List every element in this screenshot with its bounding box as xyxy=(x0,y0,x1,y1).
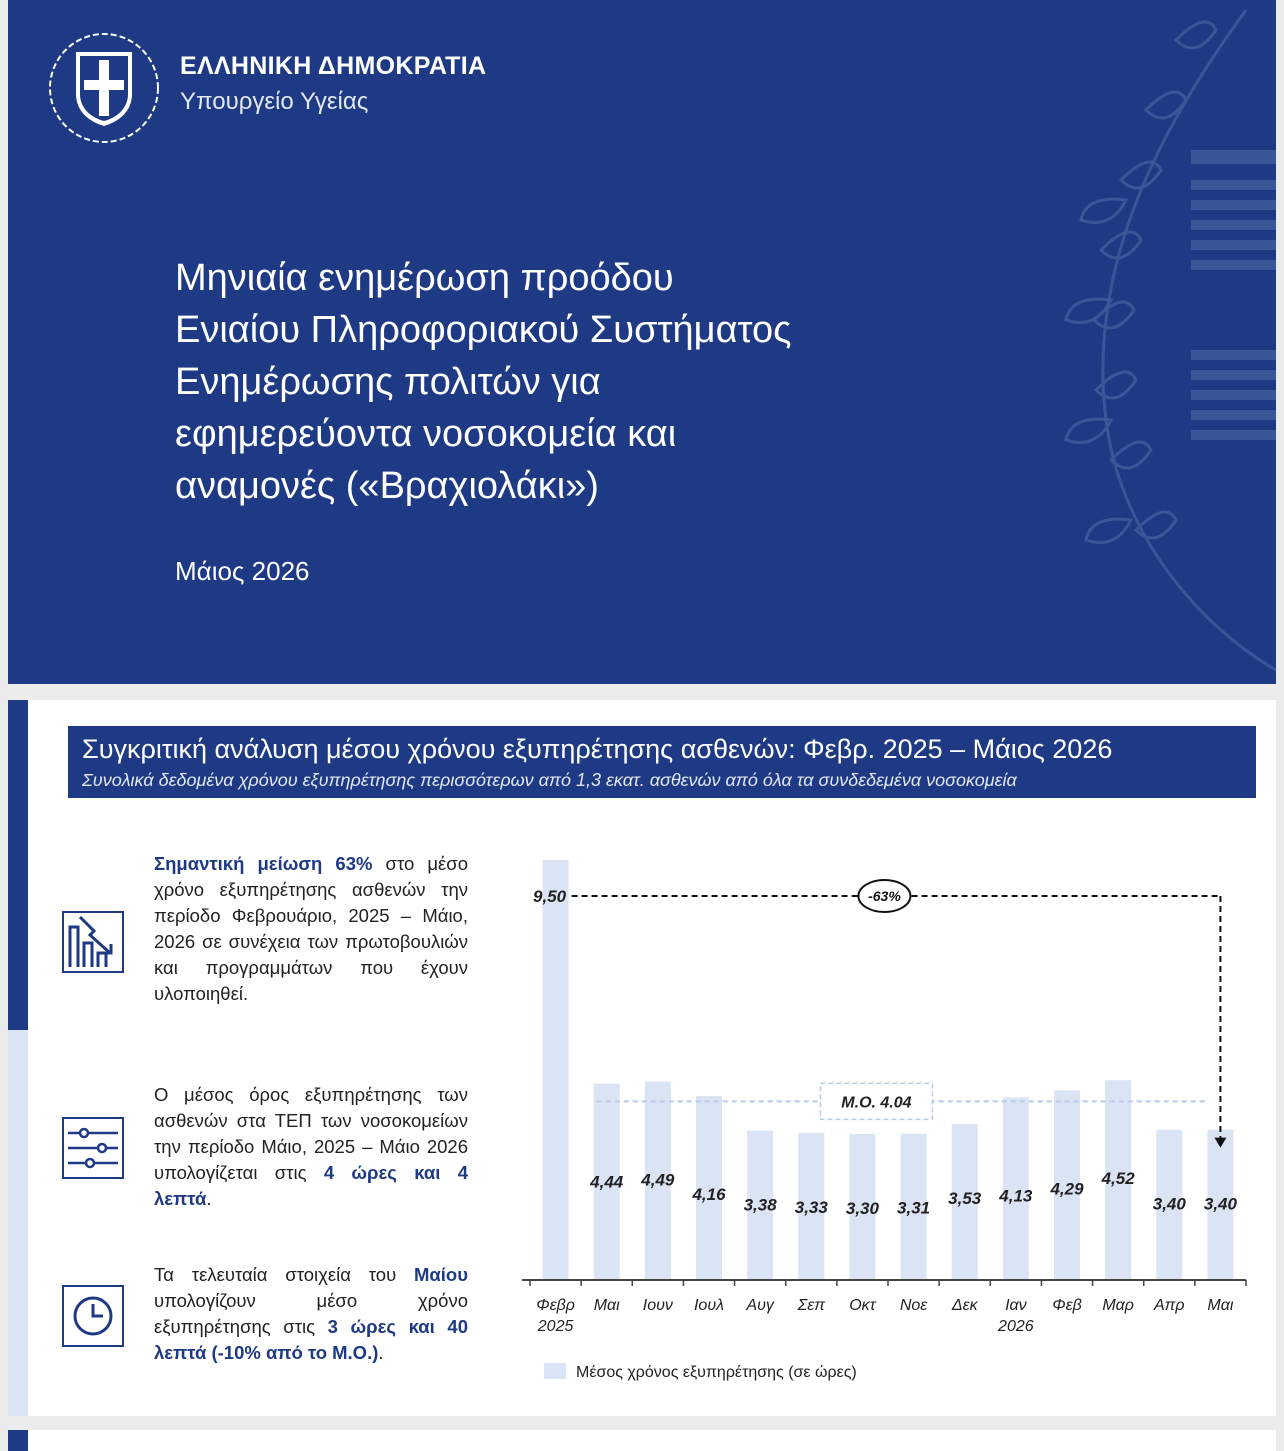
accent-bar xyxy=(8,1430,28,1451)
data-label: 4,49 xyxy=(641,1170,675,1190)
insight-latest-text-2: υπολογίζουν μέσο χρόνο εξυπηρέτησης στις xyxy=(154,1290,468,1337)
x-tick-label: Φεβ xyxy=(1052,1297,1082,1314)
x-tick-label: Μαι xyxy=(593,1297,620,1314)
highlight-latest: 3 ώρες και 40 λεπτά (-10% από το Μ.Ο.) xyxy=(154,1316,468,1363)
data-label: 4,52 xyxy=(1101,1169,1135,1189)
x-tick-label: Ιουν xyxy=(642,1297,673,1314)
highlight-month: Μαίου xyxy=(414,1264,468,1285)
data-label: 3,40 xyxy=(1203,1194,1237,1214)
service-time-chart xyxy=(508,838,1248,1408)
average-label: Μ.Ο. 4.04 xyxy=(841,1094,912,1112)
x-tick-label: Νοε xyxy=(899,1297,928,1314)
insight-latest-text: Τα τελευταία στοιχεία του xyxy=(154,1264,414,1285)
section-subtitle: Συνολικά δεδομένα χρόνου εξυπηρέτησης περισσότερων από 1,3 εκατ. ασθενών από όλα τα συνδεδεμένα νοσοκομεία xyxy=(82,770,1017,790)
x-tick-label: Μαρ xyxy=(1102,1297,1134,1314)
highlight-average: 4 ώρες και 4 λεπτά xyxy=(154,1162,469,1209)
highlight-reduction: Σημαντική μείωση 63% xyxy=(154,853,373,874)
analysis-slide xyxy=(8,700,1276,1416)
x-tick-label: Ιουλ xyxy=(693,1297,725,1314)
x-tick-label: Αυγ xyxy=(746,1297,774,1314)
x-tick-label: Σεπ xyxy=(797,1297,825,1314)
chart-bar xyxy=(543,860,569,1280)
republic-name: ΕΛΛΗΝΙΚΗ ΔΗΜΟΚΡΑΤΙΑ xyxy=(180,52,487,80)
next-slide xyxy=(8,1430,1276,1451)
x-tick-label: Ιαν xyxy=(1005,1297,1027,1314)
settings-sliders-icon xyxy=(62,1117,124,1179)
data-label: 3,30 xyxy=(845,1199,879,1219)
x-tick-label: Μαι xyxy=(1207,1297,1234,1314)
x-tick-label: Οκτ xyxy=(849,1297,876,1314)
insight-latest xyxy=(154,1262,468,1366)
accent-bar xyxy=(8,700,28,1030)
ministry-name: Υπουργείο Υγείας xyxy=(180,88,369,115)
accent-bar-light xyxy=(8,1030,28,1416)
data-label: 3,53 xyxy=(948,1188,982,1208)
insight-reduction xyxy=(154,851,468,1007)
data-label: 4,29 xyxy=(1050,1179,1084,1199)
data-label: 4,13 xyxy=(999,1186,1033,1206)
data-label: 3,33 xyxy=(794,1197,828,1217)
data-label: 4,44 xyxy=(590,1172,624,1192)
insight-average-text: Ο μέσος όρος εξυπηρέτησης των ασθενών στα ΤΕΠ των νοσοκομείων την περίοδο Μάιο, 2025 – Μάιο 2026 υπολογίζεται στις xyxy=(154,1084,468,1183)
legend-label: Μέσος χρόνος εξυπηρέτησης (σε ώρες) xyxy=(576,1364,857,1381)
x-tick-label: 2026 xyxy=(998,1318,1034,1335)
olive-wreath-watermark-icon xyxy=(916,0,1276,684)
x-tick-label: Απρ xyxy=(1154,1297,1185,1314)
x-tick-label: Δεκ xyxy=(951,1297,978,1314)
data-label: 3,31 xyxy=(897,1198,931,1218)
data-label: 3,40 xyxy=(1152,1194,1186,1214)
section-title: Συγκριτική ανάλυση μέσου χρόνου εξυπηρέτησης ασθενών: Φεβρ. 2025 – Μάιος 2026 xyxy=(82,734,1113,764)
x-tick-label: 2025 xyxy=(537,1318,574,1335)
clock-icon xyxy=(62,1285,124,1347)
insight-average-end: . xyxy=(206,1188,212,1209)
section-header xyxy=(68,726,1256,798)
greek-coat-of-arms-icon xyxy=(46,30,162,146)
insight-average xyxy=(154,1082,468,1212)
change-label: -63% xyxy=(868,888,901,904)
cover-slide xyxy=(8,0,1276,684)
insight-latest-end: . xyxy=(378,1342,384,1363)
data-label: 4,16 xyxy=(692,1185,726,1205)
x-tick-label: Φεβρ xyxy=(536,1297,575,1314)
legend-swatch xyxy=(544,1363,566,1379)
data-label: 3,38 xyxy=(743,1195,777,1215)
insight-reduction-text: στο μέσο χρόνο εξυπηρέτησης ασθενών την περίοδο Φεβρουάριο, 2025 – Μάιο, 2026 σε συνέχεια των πρωτοβουλιών και προγραμμάτων που έχουν υλοποιηθεί. xyxy=(154,853,468,1004)
declining-chart-icon xyxy=(62,911,124,973)
page-title: Μηνιαία ενημέρωση προόδου Ενιαίου Πληροφοριακού Συστήματος Ενημέρωσης πολιτών για εφημερεύοντα νοσοκομεία και αναμονές («Βραχιολάκι») xyxy=(175,257,792,507)
report-date: Μάιος 2026 xyxy=(175,556,310,586)
data-label: 9,50 xyxy=(533,887,567,906)
